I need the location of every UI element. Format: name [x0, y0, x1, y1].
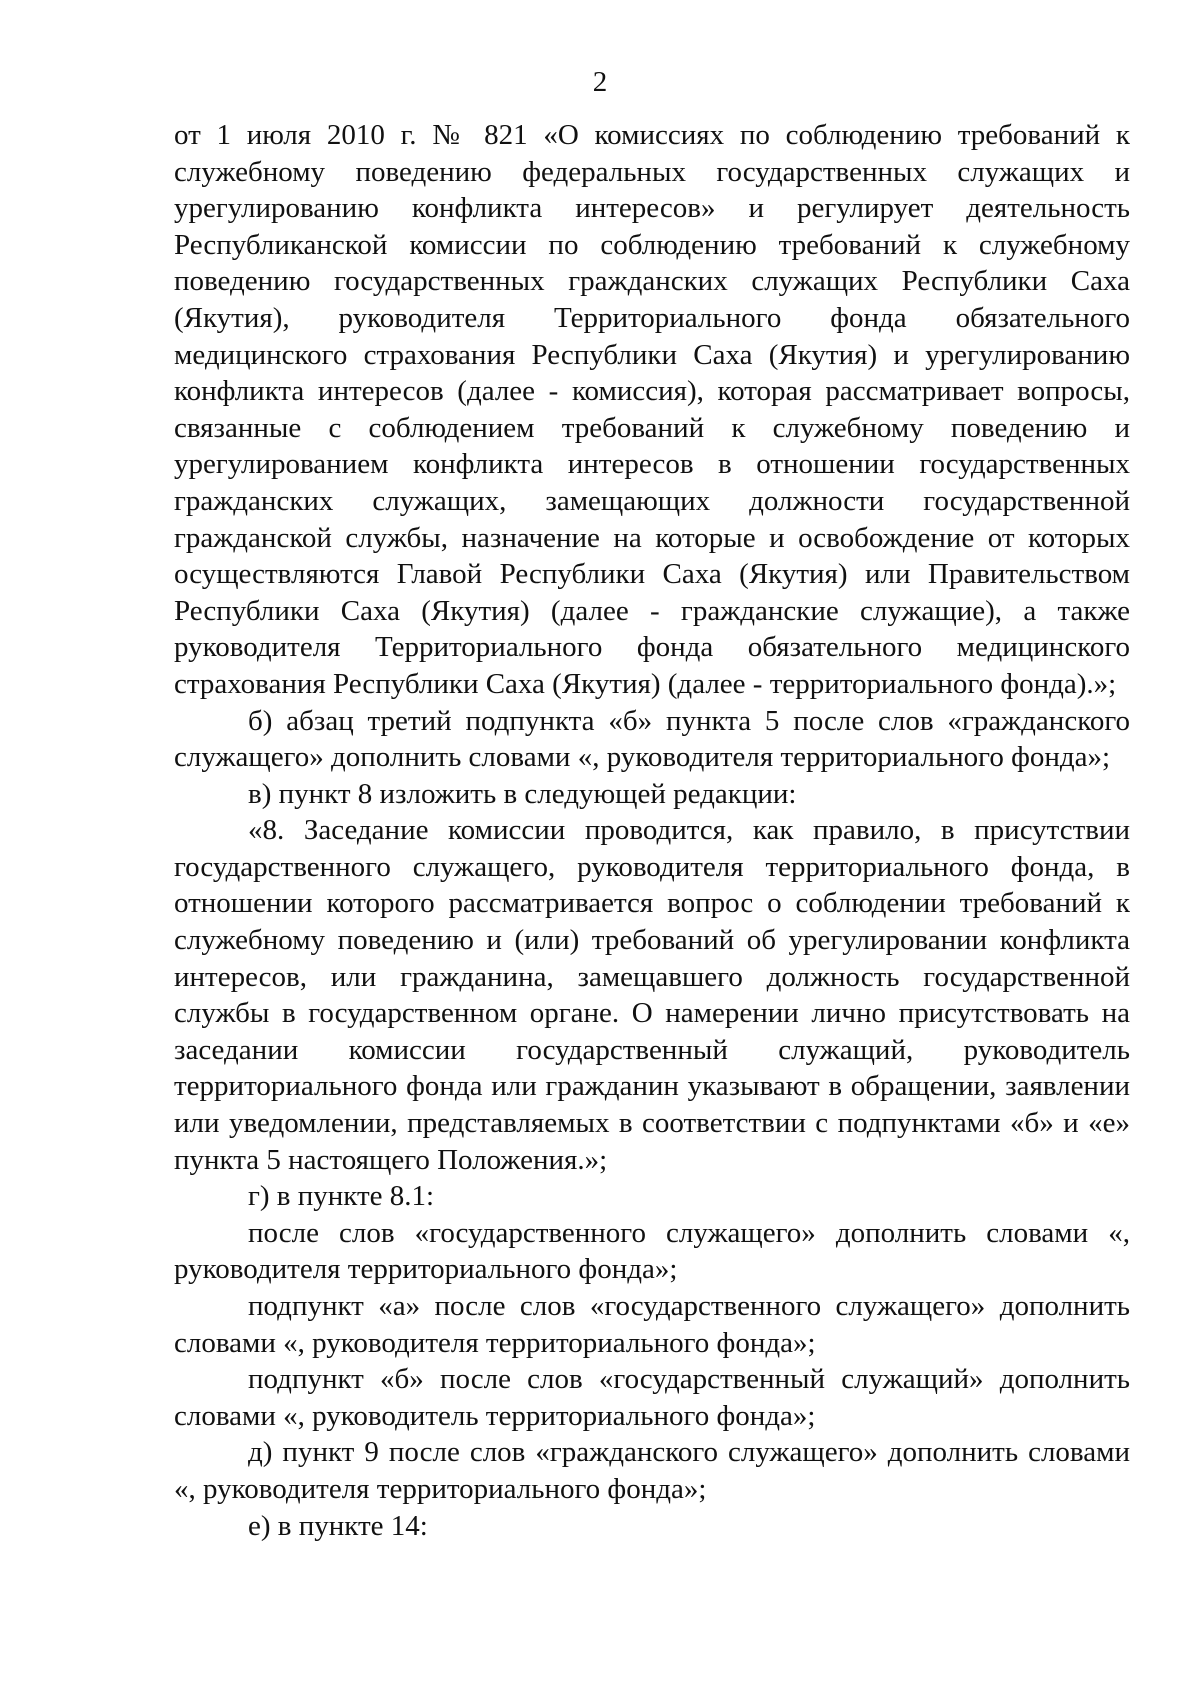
document-body: [174, 117, 1130, 1544]
paragraph-g-a: подпункт «а» после слов «государственного служащего» дополнить словами «, руководителя территориального фонда»;: [174, 1290, 1130, 1359]
paragraph-v: в) пункт 8 изложить в следующей редакции:: [248, 777, 797, 810]
page-number: 2: [592, 66, 608, 98]
paragraph-e: е) в пункте 14:: [248, 1509, 428, 1542]
paragraph-item-8: «8. Заседание комиссии проводится, как правило, в присутствии государственного служащего, руководителя территориального фонда, в отношении которого рассматривается вопрос о соблюдении требований к служебному поведению и (или) требований об урегулировании конфликта интересов, или гражданина, замещавшего должность государственной службы в государственном органе. О намерении лично присутствовать на заседании комиссии государственный служащий, руководитель территориального фонда или гражданин указывают в обращении, заявлении или уведомлении, представляемых в соответствии с подпунктами «б» и «е» пункта 5 настоящего Положения.»;: [174, 814, 1130, 1176]
paragraph-g: г) в пункте 8.1:: [248, 1180, 435, 1213]
paragraph-d: д) пункт 9 после слов «гражданского служащего» дополнить словами «, руководителя территориального фонда»;: [174, 1436, 1130, 1505]
paragraph-continuation: от 1 июля 2010 г. № 821 «О комиссиях по соблюдению требований к служебному поведению федеральных государственных служащих и урегулированию конфликта интересов» и регулирует деятельность Республиканской комиссии по соблюдению требований к служебному поведению государственных гражданских служащих Республики Саха (Якутия), руководителя Территориального фонда обязательного медицинского страхования Республики Саха (Якутия) и урегулированию конфликта интересов (далее - комиссия), которая рассматривает вопросы, связанные с соблюдением требований к служебному поведению и урегулированием конфликта интересов в отношении государственных гражданских служащих, замещающих должности государственной гражданской службы, назначение на которые и освобождение от которых осуществляются Главой Республики Саха (Якутия) или Правительством Республики Саха (Якутия) (далее - гражданские служащие), а также руководителя Территориального фонда обязательного медицинского страхования Республики Саха (Якутия) (далее - территориального фонда).»;: [174, 119, 1130, 700]
paragraph-b: б) абзац третий подпункта «б» пункта 5 после слов «гражданского служащего» дополнить словами «, руководителя территориального фонда»;: [174, 704, 1130, 774]
paragraph-g-1: после слов «государственного служащего» дополнить словами «, руководителя территориального фонда»;: [174, 1216, 1130, 1286]
paragraph-g-b: подпункт «б» после слов «государственный служащий» дополнить словами «, руководитель территориального фонда»;: [174, 1363, 1130, 1432]
